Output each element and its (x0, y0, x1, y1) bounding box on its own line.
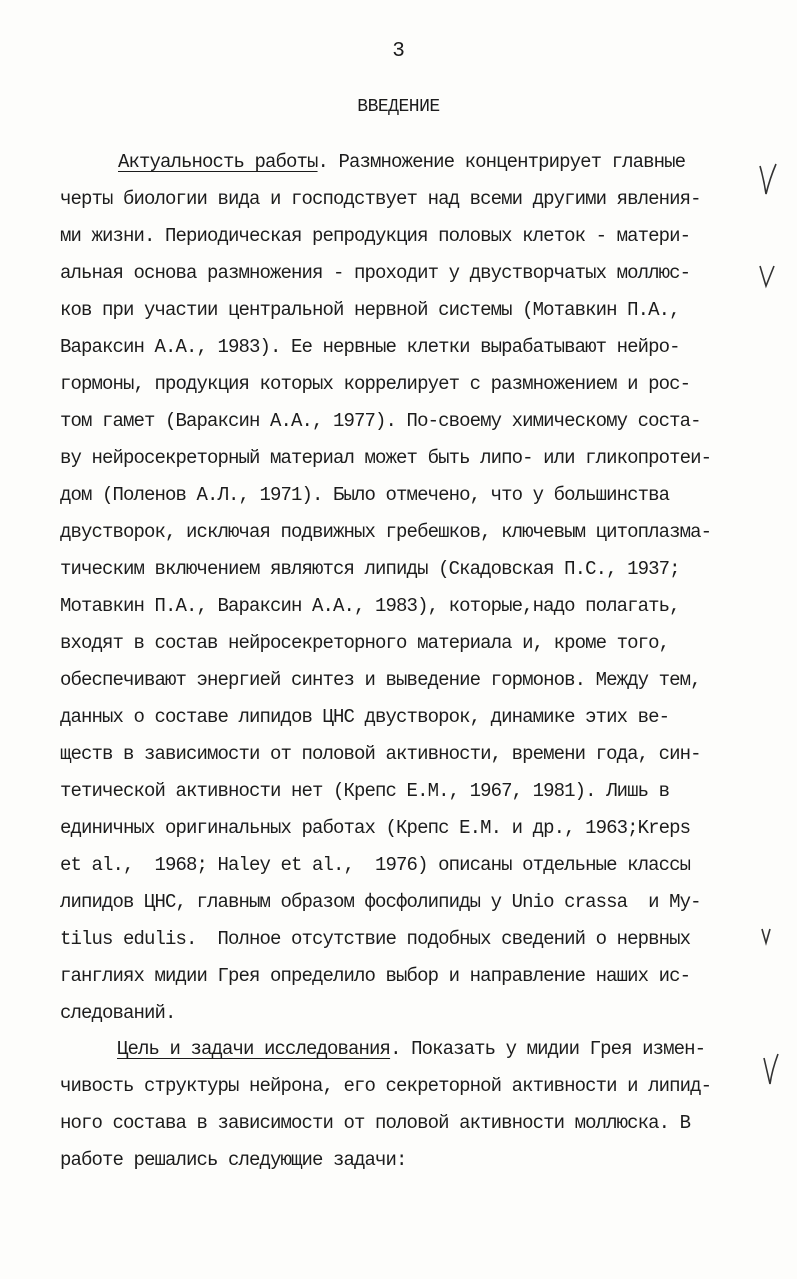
text-line: дом (Поленов А.Л., 1971). Было отмечено, что у большинства (60, 484, 670, 506)
text-line: обеспечивают энергией синтез и выведение гормонов. Между тем, (60, 669, 701, 691)
check-mark-icon (760, 1050, 782, 1092)
check-mark-icon (756, 160, 780, 200)
text-line: чивость структуры нейрона, его секреторной активности и липид- (60, 1075, 712, 1097)
text-line: ву нейросекреторный материал может быть липо- или гликопротеи- (60, 447, 712, 469)
text-line: липидов ЦНС, главным образом фосфолипиды у Unio crassa и My- (60, 891, 701, 913)
text-line: тическим включением являются липиды (Скадовская П.С., 1937; (60, 558, 680, 580)
text-line: Вараксин А.А., 1983). Ее нервные клетки вырабатывают нейро- (60, 336, 680, 358)
text-line: гормоны, продукция которых коррелирует с размножением и рос- (60, 373, 691, 395)
text-line: ганглиях мидии Грея определило выбор и направление наших ис- (60, 965, 691, 987)
check-mark-icon (756, 262, 778, 292)
text-line: работе решались следующие задачи: (60, 1149, 407, 1171)
text-line: Цель и задачи исследования. Показать у мидии Грея измен- (117, 1038, 706, 1060)
text-line: следований. (60, 1002, 176, 1024)
text-line: ного состава в зависимости от половой активности моллюска. В (60, 1112, 691, 1134)
text-line: данных о составе липидов ЦНС двустворок, динамике этих ве- (60, 706, 670, 728)
text-line: Мотавкин П.А., Вараксин А.А., 1983), которые,надо полагать, (60, 595, 680, 617)
check-mark-icon (758, 925, 774, 949)
text-line: Актуальность работы. Размножение концентрирует главные (118, 151, 686, 173)
text-line: входят в состав нейросекреторного материала и, кроме того, (60, 632, 670, 654)
relevance-title: Актуальность работы (118, 151, 318, 173)
text-line: черты биологии вида и господствует над всеми другими явления- (60, 188, 701, 210)
section-heading: ВВЕДЕНИЕ (357, 97, 440, 117)
text-line: том гамет (Вараксин А.А., 1977). По-своему химическому соста- (60, 410, 701, 432)
page-number: 3 (392, 40, 405, 63)
text-line: tilus edulis. Полное отсутствие подобных сведений о нервных (60, 928, 691, 950)
goals-title: Цель и задачи исследования (117, 1038, 391, 1060)
text-line: ми жизни. Периодическая репродукция половых клеток - матери- (60, 225, 691, 247)
text-line: тетической активности нет (Крепс Е.М., 1967, 1981). Лишь в (60, 780, 670, 802)
text-line: ков при участии центральной нервной системы (Мотавкин П.А., (60, 299, 680, 321)
text-line: ществ в зависимости от половой активности, времени года, син- (60, 743, 701, 765)
text-line: альная основа размножения - проходит у двустворчатых моллюс- (60, 262, 691, 284)
text-line: единичных оригинальных работах (Крепс Е.М. и др., 1963;Kreps (60, 817, 691, 839)
text-line: двустворок, исключая подвижных гребешков, ключевым цитоплазма- (60, 521, 712, 543)
text-line: et al., 1968; Haley et al., 1976) описаны отдельные классы (60, 854, 691, 876)
